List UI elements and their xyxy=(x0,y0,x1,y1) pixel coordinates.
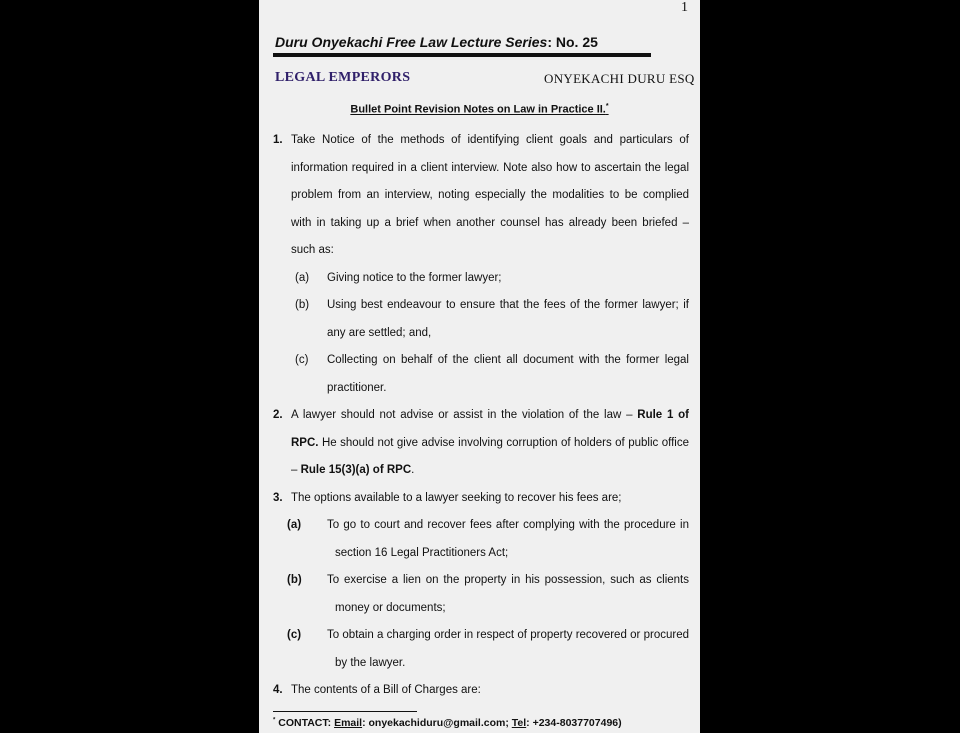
sub-item-1a xyxy=(273,265,689,293)
item-text: Take Notice of the methods of identifying client goals and particulars of information required in a client interview. Note also how to ascertain the legal problem from an interview, noting especially the modalities to be complied with in taking up a brief when another counsel has already been briefed – such as: xyxy=(291,134,689,256)
series-number: : No. 25 xyxy=(547,34,598,50)
list-item-2 xyxy=(273,402,689,485)
item-number: 3. xyxy=(273,491,283,504)
document-title-text: Bullet Point Revision Notes on Law in Practice II. xyxy=(350,103,606,116)
sub-item-label: (b) xyxy=(295,299,310,311)
footnote-marker: * xyxy=(605,103,609,110)
rule-reference: Rule 1 of RPC. xyxy=(291,409,689,449)
document-title xyxy=(259,103,700,116)
document-body xyxy=(273,127,689,705)
header-rule xyxy=(273,53,651,57)
author-name: ONYEKACHI DURU ESQ xyxy=(544,71,695,86)
item-text: The options available to a lawyer seeking to recover his fees are; xyxy=(291,491,622,504)
item-number: 2. xyxy=(273,409,283,421)
list-item-1 xyxy=(273,127,689,265)
sub-item-text: To obtain a charging order in respect of property recovered or procured by the lawyer. xyxy=(327,629,689,669)
item-text: The contents of a Bill of Charges are: xyxy=(291,684,481,696)
item-number: 1. xyxy=(273,134,283,146)
brand-name: LEGAL EMPERORS xyxy=(275,70,411,85)
page-number: 1 xyxy=(681,0,688,15)
item-text: . xyxy=(411,464,415,476)
sub-item-label: (c) xyxy=(295,354,309,366)
tel-value: : +234-8037707496) xyxy=(526,717,622,729)
item-text: A lawyer should not advise or assist in the violation of the law – xyxy=(291,409,638,421)
footnote-mark: * xyxy=(273,717,276,724)
item-text: He should not give advise involving corruption of holders of public office – xyxy=(291,436,689,476)
contact-label: CONTACT: xyxy=(275,717,335,729)
item-number: 4. xyxy=(273,684,283,696)
email-label: Email xyxy=(334,717,363,729)
sub-item-3b xyxy=(273,567,689,622)
document-page xyxy=(259,0,700,733)
list-item-3 xyxy=(273,485,689,513)
series-name: Free Law Lecture Series xyxy=(382,34,548,50)
sub-item-label: (c) xyxy=(287,629,302,641)
sub-item-3a xyxy=(273,512,689,567)
sub-item-text: Collecting on behalf of the client all document with the former legal practitioner. xyxy=(327,354,689,394)
sub-item-1b xyxy=(273,292,689,347)
lecture-series-heading xyxy=(275,34,598,50)
list-item-4 xyxy=(273,677,689,705)
rule-reference: Rule 15(3)(a) of RPC xyxy=(300,464,412,476)
sub-item-text: To go to court and recover fees after complying with the procedure in section 16 Legal Practitioners Act; xyxy=(327,519,689,559)
sub-item-text: Using best endeavour to ensure that the fees of the former lawyer; if any are settled; and, xyxy=(327,299,689,339)
sub-item-text: To exercise a lien on the property in his possession, such as clients money or documents; xyxy=(327,574,689,614)
footnote-rule xyxy=(273,711,417,712)
sub-item-label: (a) xyxy=(287,519,302,531)
email-value[interactable]: : onyekachiduru@gmail.com; xyxy=(362,717,512,729)
sub-item-3c xyxy=(273,622,689,677)
sub-item-1c xyxy=(273,347,689,402)
tel-label: Tel xyxy=(511,717,527,729)
series-author: Duru Onyekachi xyxy=(275,34,383,50)
sub-item-label: (a) xyxy=(295,271,310,284)
sub-item-label: (b) xyxy=(287,574,302,586)
sub-item-text: Giving notice to the former lawyer; xyxy=(327,271,502,284)
footnote xyxy=(273,717,622,729)
